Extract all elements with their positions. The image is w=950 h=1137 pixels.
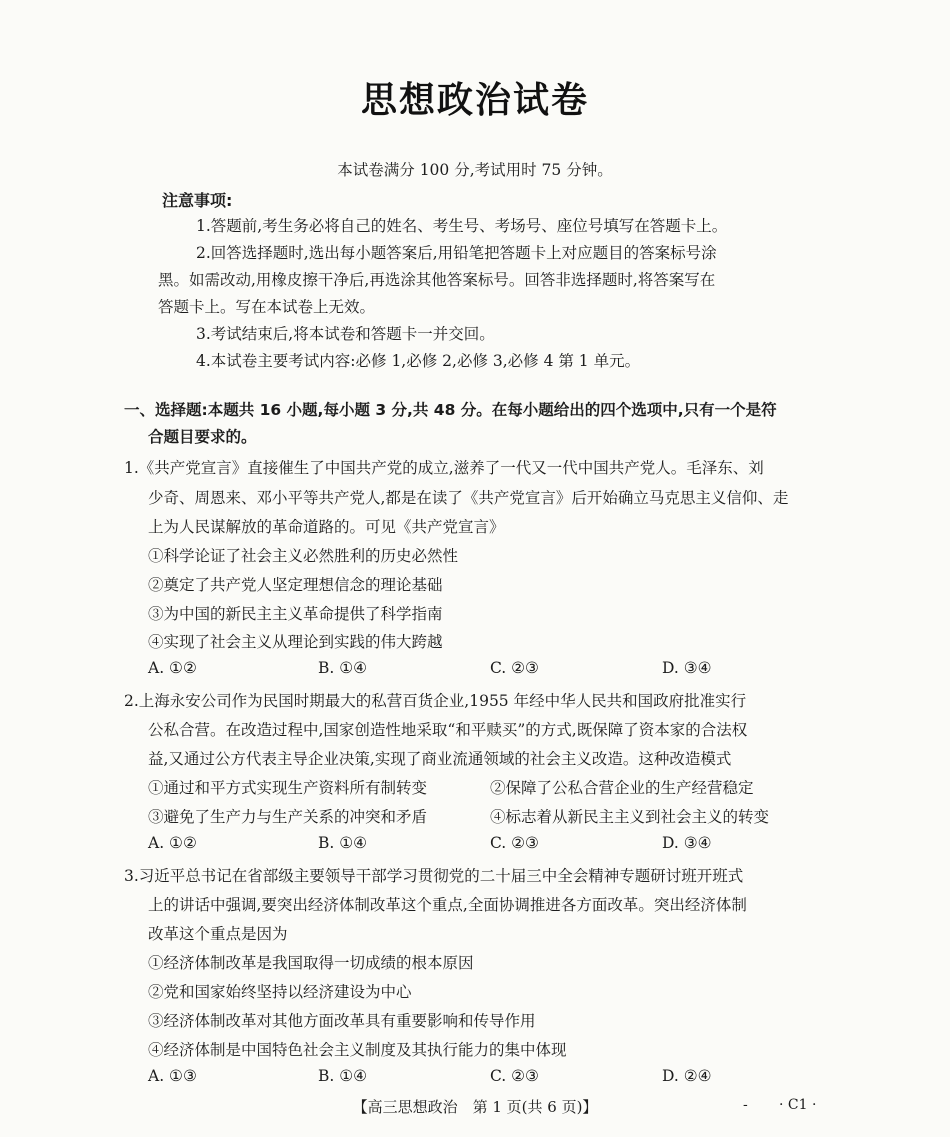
statement: ③经济体制改革对其他方面改革具有重要影响和传导作用 — [148, 1012, 536, 1030]
notice-item: 4.本试卷主要考试内容:必修 1,必修 2,必修 3,必修 4 第 1 单元。 — [196, 352, 641, 370]
question-text: 上为人民谋解放的革命道路的。可见《共产党宣言》 — [148, 518, 505, 536]
choice-d: D. ②④ — [662, 1067, 712, 1085]
choice-c: C. ②③ — [490, 834, 539, 852]
page-footer: 【高三思想政治 第 1 页(共 6 页)】 — [352, 1098, 598, 1116]
choice-a: A. ①② — [148, 834, 197, 852]
statement: ①通过和平方式实现生产资料所有制转变 — [148, 779, 428, 797]
notice-item: 1.答题前,考生务必将自己的姓名、考生号、考场号、座位号填写在答题卡上。 — [196, 217, 728, 235]
question-text: 少奇、周恩来、邓小平等共产党人,都是在读了《共产党宣言》后开始确立马克思主义信仰、走 — [148, 489, 789, 507]
section-heading-continuation: 合题目要求的。 — [148, 428, 257, 446]
choice-d: D. ③④ — [662, 659, 712, 677]
notice-item-continuation: 黑。如需改动,用橡皮擦干净后,再选涂其他答案标号。回答非选择题时,将答案写在 — [158, 271, 716, 289]
choice-b: B. ①④ — [318, 659, 368, 677]
choice-a: A. ①③ — [148, 1067, 197, 1085]
exam-subtitle: 本试卷满分 100 分,考试用时 75 分钟。 — [337, 161, 613, 179]
statement: ②保障了公私合营企业的生产经营稳定 — [490, 779, 754, 797]
statement: ③为中国的新民主主义革命提供了科学指南 — [148, 605, 443, 623]
statement: ②党和国家始终坚持以经济建设为中心 — [148, 983, 412, 1001]
choice-b: B. ①④ — [318, 1067, 368, 1085]
statement: ②奠定了共产党人坚定理想信念的理论基础 — [148, 576, 443, 594]
statement: ④经济体制是中国特色社会主义制度及其执行能力的集中体现 — [148, 1041, 567, 1059]
choice-c: C. ②③ — [490, 1067, 539, 1085]
section-heading: 一、选择题:本题共 16 小题,每小题 3 分,共 48 分。在每小题给出的四个选项中,只有一个是符 — [124, 401, 777, 419]
notice-item: 3.考试结束后,将本试卷和答题卡一并交回。 — [196, 325, 495, 343]
statement: ③避免了生产力与生产关系的冲突和矛盾 — [148, 808, 428, 826]
question-text: 3.习近平总书记在省部级主要领导干部学习贯彻党的二十届三中全会精神专题研讨班开班式 — [124, 867, 744, 885]
exam-title: 思想政治试卷 — [360, 80, 589, 121]
statement: ①经济体制改革是我国取得一切成绩的根本原因 — [148, 954, 474, 972]
footer-code: · C1 · — [779, 1097, 817, 1113]
statement: ④实现了社会主义从理论到实践的伟大跨越 — [148, 633, 443, 651]
question-text: 公私合营。在改造过程中,国家创造性地采取“和平赎买”的方式,既保障了资本家的合法权 — [148, 721, 748, 739]
footer-dash: - — [743, 1097, 748, 1113]
choice-a: A. ①② — [148, 659, 197, 677]
question-text: 1.《共产党宣言》直接催生了中国共产党的成立,滋养了一代又一代中国共产党人。毛泽东、刘 — [124, 459, 764, 477]
question-text: 2.上海永安公司作为民国时期最大的私营百货企业,1955 年经中华人民共和国政府批准实行 — [124, 692, 747, 710]
question-text: 益,又通过公方代表主导企业决策,实现了商业流通领域的社会主义改造。这种改造模式 — [148, 750, 732, 768]
choice-d: D. ③④ — [662, 834, 712, 852]
question-text: 改革这个重点是因为 — [148, 925, 288, 943]
notice-heading: 注意事项: — [162, 191, 233, 210]
notice-item-continuation: 答题卡上。写在本试卷上无效。 — [158, 298, 376, 316]
statement: ①科学论证了社会主义必然胜利的历史必然性 — [148, 547, 459, 565]
notice-item: 2.回答选择题时,选出每小题答案后,用铅笔把答题卡上对应题目的答案标号涂 — [196, 244, 717, 262]
choice-c: C. ②③ — [490, 659, 539, 677]
question-text: 上的讲话中强调,要突出经济体制改革这个重点,全面协调推进各方面改革。突出经济体制 — [148, 896, 747, 914]
choice-b: B. ①④ — [318, 834, 368, 852]
statement: ④标志着从新民主主义到社会主义的转变 — [490, 808, 770, 826]
